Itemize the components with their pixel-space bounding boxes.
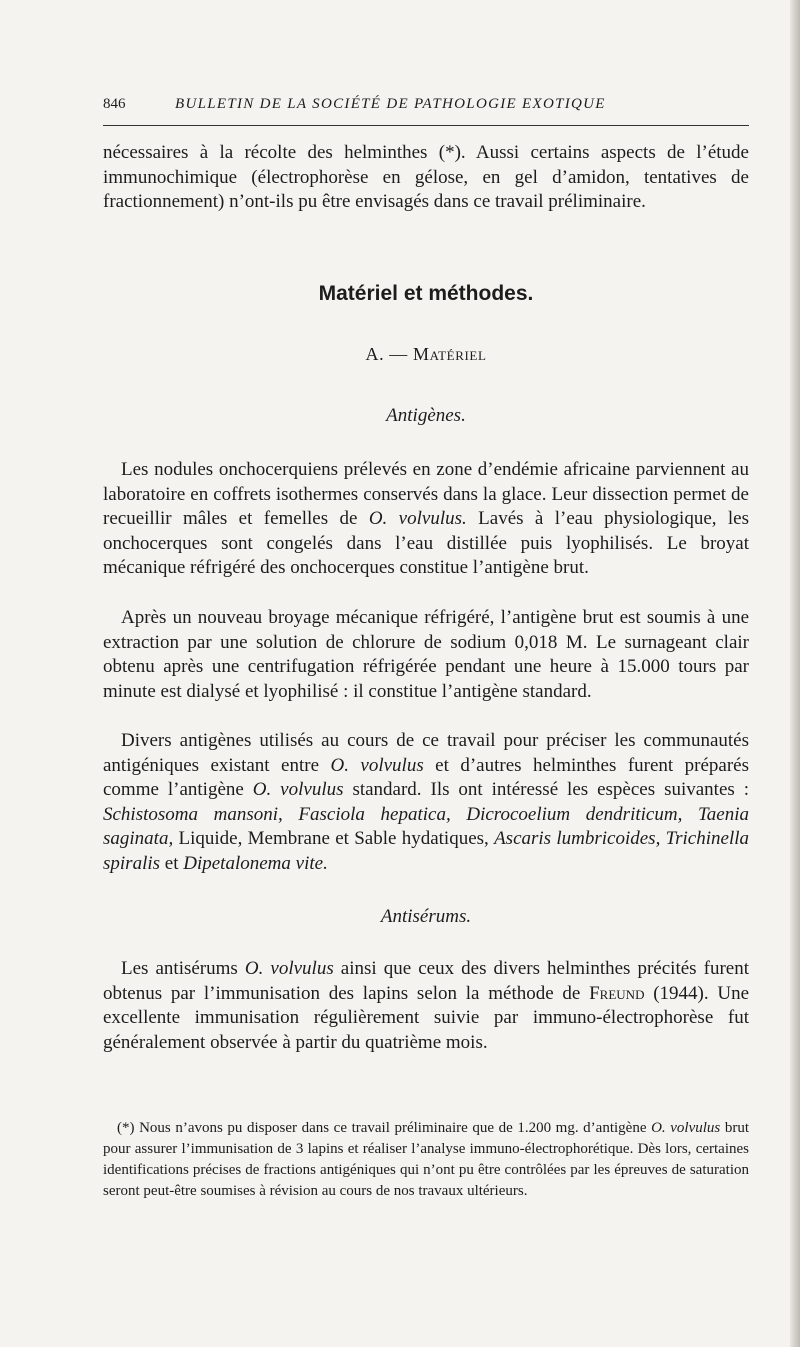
intro-paragraph: nécessaires à la récolte des helminthes (*). Aussi certains aspects de l’étude immunochimique (électrophorèse en gélose, en gel d’amidon, tentatives de fractionnement) n’ont-ils pu être envisagés dans ce travail préliminaire. <box>103 142 749 213</box>
text-run: Divers antigènes utilisés au cours de ce travail pour préciser les communautés antigéniques existant entre <box>103 730 749 776</box>
text-run: brut pour assurer l’immunisation de 3 lapins et réaliser l’analyse immuno-électrophorétique. Dès lors, certaines identifications précises de fractions antigéniques qui n’ont pu être contrôlées par les épreuves de saturation seront peut-être soumises à révision au cours de nos travaux ultérieurs. <box>103 1120 749 1199</box>
page-edge-shadow <box>790 0 800 1347</box>
subsection-title <box>103 344 749 365</box>
text-run: Liquide, Membrane et Sable hydatiques, <box>173 828 495 850</box>
antiserums-heading: Antisérums. <box>380 906 472 927</box>
subsection-prefix: A. — <box>365 344 413 364</box>
author-name: Freund <box>589 982 645 1004</box>
text-run: ainsi que ceux des divers helminthes précités furent obtenus par l’immunisation des lapins selon la méthode de <box>103 958 749 1004</box>
paragraph-extraction: Après un nouveau broyage mécanique réfrigéré, l’antigène brut est soumis à une extraction par une solution de chlorure de sodium 0,018 M. Le surnageant clair obtenu après une centrifugation réfrigérée pendant une heure à 15.000 tours par minute est dialysé et lyophilisé : il constitue l’antigène standard. <box>103 607 749 702</box>
species-list: Schistosoma mansoni, Fasciola hepatica, Dicrocoelium dendriticum, Taenia saginata, <box>103 803 749 850</box>
text-run: et d’autres helminthes furent préparés comme l’antigène <box>103 754 749 801</box>
species-name: O. volvulus. <box>368 508 467 530</box>
page-number: 846 <box>103 96 126 112</box>
section-title: Matériel et méthodes. <box>318 282 534 305</box>
footnote <box>103 1118 749 1202</box>
text-run: (1944). Une excellente immunisation régulièrement suivie par immuno-électrophorèse fut généralement observée à partir du quatrième mois. <box>103 982 750 1053</box>
text-run: Les antisérums <box>121 958 245 979</box>
running-header <box>103 96 749 120</box>
paragraph-divers-antigenes <box>103 729 749 877</box>
text-run: (*) Nous n’avons pu disposer dans ce travail préliminaire que de 1.200 mg. d’antigène <box>117 1120 652 1136</box>
text-run: Les nodules onchocerquiens prélevés en zone d’endémie africaine parviennent au laboratoire en coffrets isothermes conservés dans la glace. Leur dissection permet de recueillir mâles et femelles de <box>103 459 749 530</box>
species-name: O. volvulus <box>244 958 334 979</box>
species-name: O. volvulus <box>252 779 344 801</box>
species-list: Ascaris lumbricoides, Trichinella spiralis <box>103 828 750 874</box>
text-run: et <box>160 852 184 874</box>
journal-title: BULLETIN DE LA SOCIÉTÉ DE PATHOLOGIE EXOTIQUE <box>175 96 606 112</box>
text-run: standard. Ils ont intéressé les espèces suivantes : <box>343 779 749 801</box>
paragraph-nodules <box>103 458 749 581</box>
antigenes-heading: Antigènes. <box>386 405 466 426</box>
species-name: Dipetalonema vite. <box>183 852 328 874</box>
header-rule <box>103 125 749 126</box>
text-run: Lavés à l’eau physiologique, les onchocerques sont congelés dans l’eau distillée puis lyophilisés. Le broyat mécanique réfrigéré des onchocerques constitue l’antigène brut. <box>103 508 749 579</box>
species-name: O. volvulus <box>651 1120 721 1136</box>
subsection-label: Matériel <box>412 344 487 364</box>
species-name: O. volvulus <box>330 754 424 776</box>
paragraph-antiserums <box>103 957 749 1055</box>
